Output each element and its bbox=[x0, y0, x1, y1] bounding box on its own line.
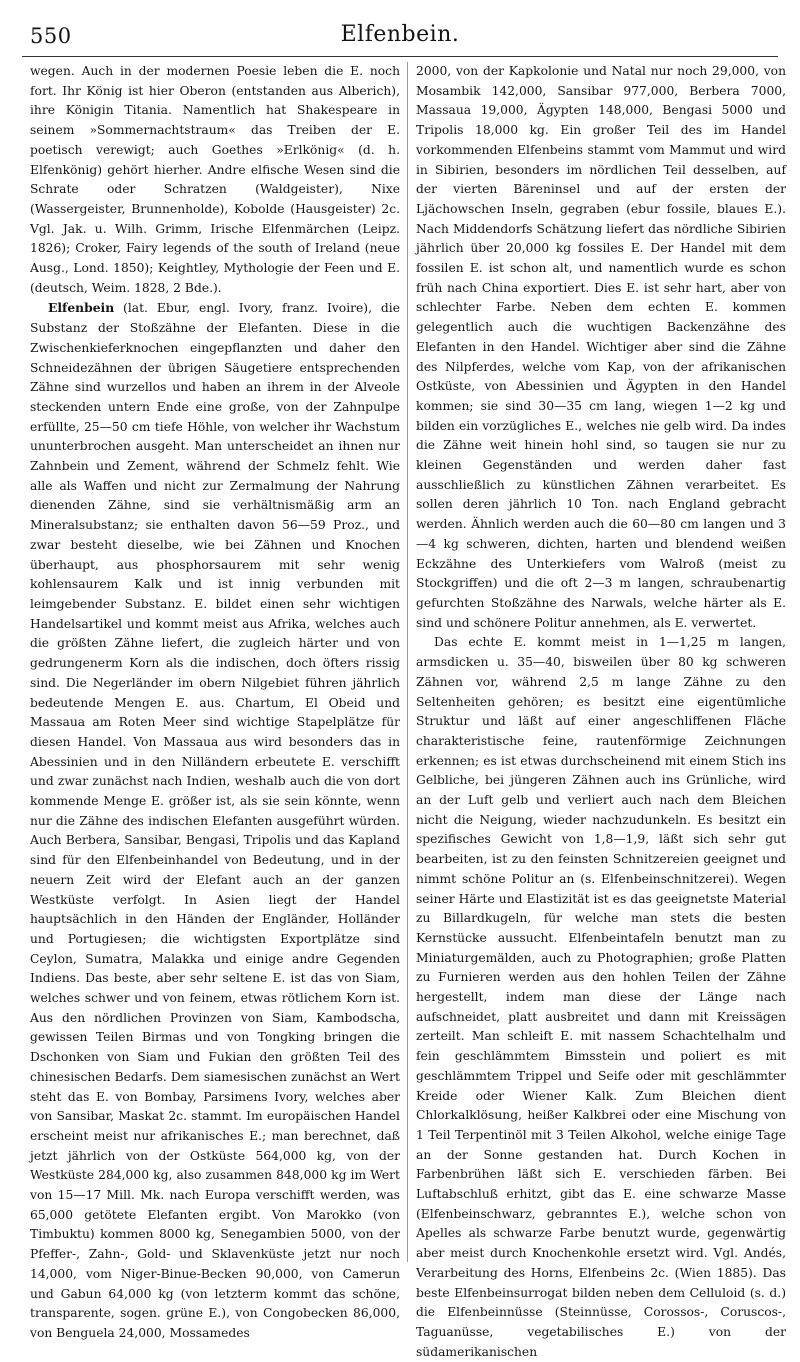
left-column bbox=[30, 62, 400, 1344]
page-header bbox=[22, 14, 778, 56]
left-paragraph-continuation: wegen. Auch in der modernen Poesie leben die E. noch fort. Ihr König ist hier Oberon (entstanden aus Alberich), ihre Königin Titania. Namentlich hat Shakespeare in seinem »Sommernachtstraum« das Treiben der E. poetisch verewigt; auch Goethes »Erlkönig« (d. h. Elfenkönig) gehört hierher. Andre elfische Wesen sind die Schrate oder Schratzen (Waldgeister), Nixe (Wassergeister, Brunnenholde), Kobolde (Hausgeister) 2c. Vgl. Jak. u. Wilh. Grimm, Irische Elfenmärchen (Leipz. 1826); Croker, Fairy legends of the south of Ireland (neue Ausg., Lond. 1850); Keightley, Mythologie der Feen und E. (deutsch, Weim. 1828, 2 Bde.). bbox=[30, 64, 400, 295]
running-head: Elfenbein. bbox=[340, 22, 460, 47]
right-paragraph-continuation: 2000, von der Kapkolonie und Natal nur noch 29,000, von Mosambik 142,000, Sansibar 977,000, Berbera 7000, Massaua 19,000, Ägypten 148,000, Bengasi 5000 und Tripolis 18,000 kg. Ein großer Teil des im Handel vorkommenden Elfenbeins stammt vom Mammut und wird in Sibirien, besonders im nördlichen Teil desselben, auf der vierten Bäreninsel und auf der ersten der Ljächowschen Inseln, gegraben (ebur fossile, blaues E.). Nach Middendorfs Schätzung liefert das nördliche Sibirien jährlich über 20,000 kg fossiles E. Der Handel mit dem fossilen E. ist schon alt, und namentlich wurde es schon früh nach China exportiert. Dies E. ist sehr hart, aber von schlechter Farbe. Neben dem echten E. kommen gelegentlich auch die wuchtigen Backenzähne des Elefanten in den Handel. Wichtiger aber sind die Zähne des Nilpferdes, welche vom Kap, von der afrikanischen Ostküste, von Abessinien und Ägypten in den Handel kommen; sie sind 30—35 cm lang, wiegen 1—2 kg und bilden ein vorzügliches E., welches nie gelb wird. Da indes die Zähne weit hinein hohl sind, so taugen sie nur zu kleinen Gegenständen und werden daher fast ausschließlich zu künstlichen Zähnen verarbeitet. Es sollen deren jährlich 10 Ton. nach England gebracht werden. Ähnlich werden auch die 60—80 cm langen und 3—4 kg schweren, dichten, harten und blendend weißen Eckzähne des Unterkiefers vom Walroß (meist zu Stockgriffen) und die oft 2—3 m langen, schraubenartig gefurchten Stoßzähne des Narwals, welche härter als E. sind und schönere Politur annehmen, als E. verwertet. bbox=[416, 64, 786, 630]
entry-elfenbein bbox=[30, 298, 400, 1343]
page-number: 550 bbox=[30, 24, 72, 48]
header-rule bbox=[22, 56, 778, 57]
entry-headword: Elfenbein bbox=[48, 300, 115, 316]
entry-body: (lat. Ebur, engl. Ivory, franz. Ivoire), die Substanz der Stoßzähne der Elefanten. Diese in die Zwischenkieferknochen eingepflanzten und daher den Schneidezähnen der übrigen Säugetiere entsprechenden Zähne sind wurzellos und haben an ihrem in der Alveole steckenden untern Ende eine große, von der Zahnpulpe erfüllte, 25—50 cm tiefe Höhle, von welcher ihr Wachstum ununterbrochen ausgeht. Man unterscheidet an ihnen nur Zahnbein und Zement, während der Schmelz fehlt. Wie alle als Waffen und nicht zur Zermalmung der Nahrung dienenden Zähne, sind sie verhältnismäßig arm an Mineralsubstanz; sie enthalten davon 56—59 Proz., und zwar besteht dieselbe, wie bei Zähnen und Knochen überhaupt, aus phosphorsaurem mit sehr wenig kohlensaurem Kalk und ist innig verbunden mit leimgebender Substanz. E. bildet einen sehr wichtigen Handelsartikel und kommt meist aus Afrika, welches auch die größten Zähne liefert, die zugleich härter und von gedrungenerm Korn als die indischen, doch öfters rissig sind. Die Negerländer im obern Nilgebiet führen jährlich bedeutende Mengen E. aus. Chartum, El Obeid und Massaua am Roten Meer sind wichtige Stapelplätze für diesen Handel. Von Massaua aus wird besonders das in Abessinien und in den Nilländern erbeutete E. verschifft und zwar zunächst nach Indien, weshalb auch die von dort kommende Menge E. größer ist, als sie sein könnte, wenn nur die Zähne des indischen Elefanten ausgeführt würden. Auch Berbera, Sansibar, Bengasi, Tripolis und das Kapland sind für den Elfenbeinhandel von Bedeutung, und in der neuern Zeit wird der Elefant auch an der ganzen Westküste verfolgt. In Asien liegt der Handel hauptsächlich in den Händen der Engländer, Holländer und Portugiesen; die wichtigsten Exportplätze sind Ceylon, Sumatra, Malakka und einige andre Gegenden Indiens. Das beste, aber sehr seltene E. ist das von Siam, welches schwer und von feinem, etwas rötlichem Korn ist. Aus den nördlichen Provinzen von Siam, Kambodscha, gewissen Teilen Birmas und von Tongking bringen die Dschonken von Siam und Fukian den größten Teil des chinesischen Bedarfs. Dem siamesischen zunächst an Wert steht das E. von Bombay, Parsimens Ivory, welches aber von Sansibar, Maskat 2c. stammt. Im europäischen Handel erscheint meist nur afrikanisches E.; man berechnet, daß jetzt jährlich von der Ostküste 564,000 kg, von der Westküste 284,000 kg, also zusammen 848,000 kg im Wert von 15—17 Mill. Mk. nach Europa verschifft werden, was 65,000 getötete Elefanten ergibt. Von Marokko (von Timbuktu) kommen 8000 kg, Senegambien 5000, von der Pfeffer-, Zahn-, Gold- und Sklavenküste jetzt nur noch 14,000, vom Niger-Binue-Becken 90,000, von Camerun und Gabun 64,000 kg (von letzterm kommt das schöne, transparente, sogen. grüne E.), von Congobecken 86,000, von Benguela 24,000, Mossamedes bbox=[30, 301, 400, 1340]
column-divider bbox=[407, 62, 408, 1262]
right-paragraph-properties: Das echte E. kommt meist in 1—1,25 m langen, armsdicken u. 35—40, bisweilen über 80 kg schweren Zähnen vor, während 2,5 m lange Zähne zu den Seltenheiten gehören; es besitzt eine eigentümliche Struktur und läßt auf einer angeschliffenen Fläche charakteristische feine, rautenförmige Zeichnungen erkennen; es ist etwas durchscheinend mit einem Stich ins Gelbliche, bei jüngeren Zähnen auch ins Grünliche, wird an der Luft gelb und verliert auch nach dem Bleichen nicht die Neigung, wieder nachzudunkeln. Es besitzt ein spezifisches Gewicht von 1,8—1,9, läßt sich sehr gut bearbeiten, ist zu den feinsten Schnitzereien geeignet und nimmt schöne Politur an (s. Elfenbeinschnitzerei). Wegen seiner Härte und Elastizität ist es das geeignetste Material zu Billardkugeln, für welche man stets die besten Kernstücke aussucht. Elfenbeintafeln benutzt man zu Miniaturgemälden, auch zu Photographien; große Platten zu Furnieren werden aus den hohlen Teilen der Zähne hergestellt, indem man diese der Länge nach aufschneidet, platt ausbreitet und dann mit Kreissägen zerteilt. Man schleift E. mit nassem Schachtelhalm und fein geschlämmtem Bimsstein und poliert es mit geschlämmtem Trippel und Seife oder mit geschlämmter Kreide oder Wiener Kalk. Zum Bleichen dient Chlorkalklösung, heißer Kalkbrei oder eine Mischung von 1 Teil Terpentinöl mit 3 Teilen Alkohol, welche einige Tage an der Sonne gestanden hat. Durch Kochen in Farbenbrühen läßt sich E. verschieden färben. Bei Luftabschluß erhitzt, gibt das E. eine schwarze Masse (Elfenbeinschwarz, gebranntes E.), welche schon von Apelles als schwarze Farbe benutzt wurde, gegenwärtig aber meist durch Knochenkohle ersetzt wird. Vgl. Andés, Verarbeitung des Horns, Elfenbeins 2c. (Wien 1885). Das beste Elfenbeinsurrogat bilden neben dem Celluloid (s. d.) die Elfenbeinnüsse (Steinnüsse, Corossos-, Coruscos-, Taguanüsse, vegetabilisches E.) von der südamerikanischen bbox=[416, 635, 786, 1359]
right-column bbox=[416, 62, 786, 1362]
